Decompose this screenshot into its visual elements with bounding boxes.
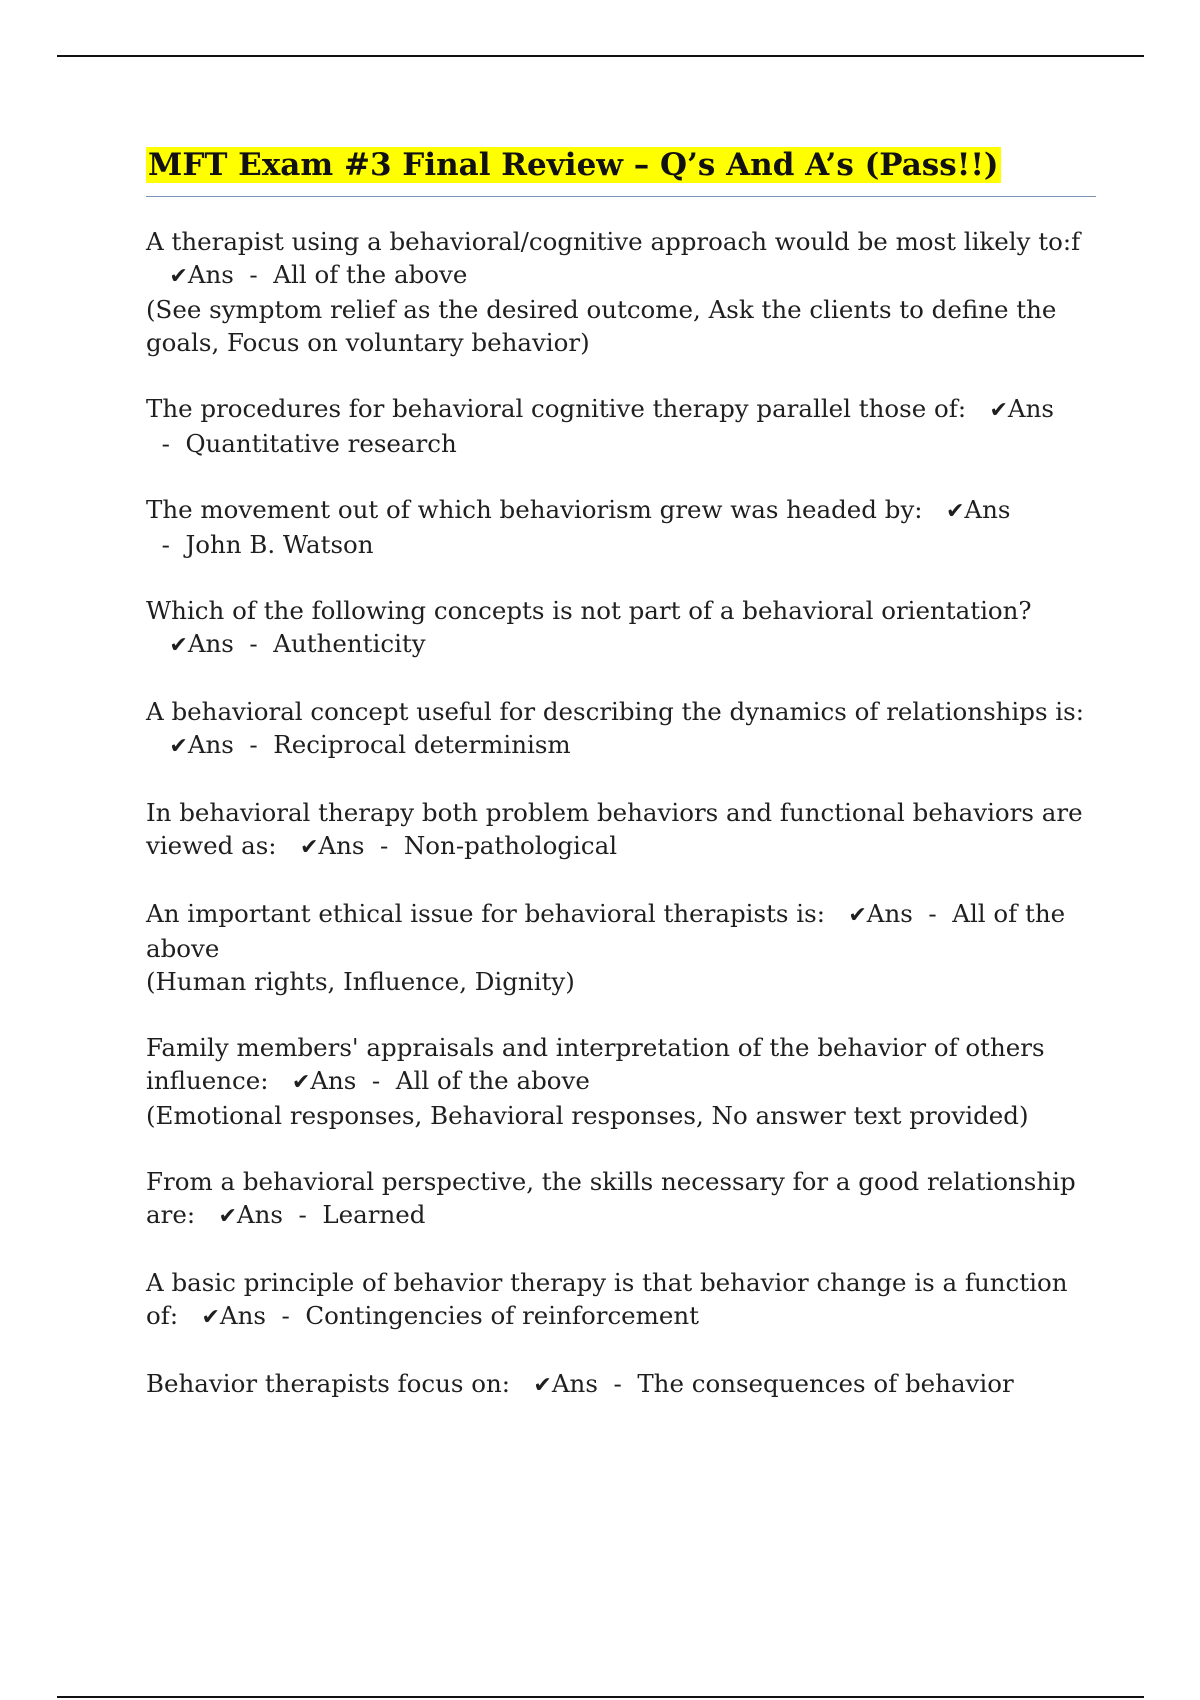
checkmark-icon: ✔ bbox=[201, 1305, 220, 1330]
question-text: A therapist using a behavioral/cognitive approach would be most likely to:f bbox=[146, 227, 1081, 256]
answer-label: Ans bbox=[219, 1301, 266, 1330]
title-block bbox=[146, 142, 1096, 197]
answer-text: Non-pathological bbox=[403, 831, 618, 860]
answer-text: Quantitative research bbox=[185, 429, 457, 458]
bottom-rule bbox=[57, 1696, 1144, 1698]
answer-label: Ans bbox=[866, 899, 913, 928]
answer-text: All of the above bbox=[273, 260, 468, 289]
question-text: A basic principle of behavior therapy is that behavior change is a function of: bbox=[146, 1268, 1068, 1330]
answer-label: Ans bbox=[187, 730, 234, 759]
answer-label: Ans bbox=[964, 495, 1011, 524]
qa-item: From a behavioral perspective, the skills necessary for a good relationship are: ✔Ans - Learned bbox=[146, 1167, 1076, 1229]
question-text: The procedures for behavioral cognitive therapy parallel those of: bbox=[146, 394, 967, 423]
qa-item: Which of the following concepts is not part of a behavioral orientation? ✔Ans - Authenticity bbox=[146, 596, 1032, 658]
qa-item: A therapist using a behavioral/cognitive approach would be most likely to:f ✔Ans - All of the above (See symptom relief as the desired outcome, Ask the clients to define the goals, Focus on voluntary behavior) bbox=[146, 227, 1081, 357]
answer-text: All of the above bbox=[395, 1066, 590, 1095]
document-title: MFT Exam #3 Final Review – Q’s And A’s (Pass!!) bbox=[148, 147, 999, 183]
question-text: Family members' appraisals and interpretation of the behavior of others influence: bbox=[146, 1033, 1045, 1095]
answer-label: Ans bbox=[236, 1200, 283, 1229]
answer-text: The consequences of behavior bbox=[637, 1369, 1014, 1398]
question-text: An important ethical issue for behavioral therapists is: bbox=[146, 899, 825, 928]
checkmark-icon: ✔ bbox=[945, 499, 965, 524]
qa-item: Family members' appraisals and interpretation of the behavior of others influence: ✔Ans - All of the above (Emotional responses, Behavioral responses, No answer text provided) bbox=[146, 1033, 1045, 1130]
answer-text: Contingencies of reinforcement bbox=[305, 1301, 700, 1330]
checkmark-icon: ✔ bbox=[533, 1373, 552, 1398]
question-text: Which of the following concepts is not part of a behavioral orientation? bbox=[146, 596, 1032, 625]
checkmark-icon: ✔ bbox=[169, 734, 188, 759]
qa-list bbox=[146, 225, 1096, 1402]
qa-item: An important ethical issue for behavioral therapists is: ✔Ans - All of the above (Human rights, Influence, Dignity) bbox=[146, 899, 1066, 996]
answer-note: (Emotional responses, Behavioral responses, No answer text provided) bbox=[146, 1101, 1029, 1130]
qa-item: In behavioral therapy both problem behaviors and functional behaviors are viewed as: ✔Ans - Non-pathological bbox=[146, 798, 1083, 860]
qa-item: A basic principle of behavior therapy is that behavior change is a function of: ✔Ans - Contingencies of reinforcement bbox=[146, 1268, 1068, 1330]
checkmark-icon: ✔ bbox=[218, 1204, 237, 1229]
question-text: The movement out of which behaviorism grew was headed by: bbox=[146, 495, 923, 524]
qa-item: Behavior therapists focus on: ✔Ans - The consequences of behavior bbox=[146, 1369, 1014, 1398]
checkmark-icon: ✔ bbox=[299, 835, 319, 860]
answer-note: (Human rights, Influence, Dignity) bbox=[146, 967, 575, 996]
top-rule bbox=[57, 55, 1144, 57]
answer-text: John B. Watson bbox=[185, 530, 374, 559]
question-text: In behavioral therapy both problem behaviors and functional behaviors are viewed as: bbox=[146, 798, 1083, 860]
answer-label: Ans bbox=[187, 260, 234, 289]
answer-text: Authenticity bbox=[273, 629, 426, 658]
qa-item: The procedures for behavioral cognitive therapy parallel those of: ✔Ans - Quantitative research bbox=[146, 394, 1054, 458]
question-text: A behavioral concept useful for describing the dynamics of relationships is: bbox=[146, 697, 1084, 726]
checkmark-icon: ✔ bbox=[291, 1070, 311, 1095]
question-text: From a behavioral perspective, the skills necessary for a good relationship are: bbox=[146, 1167, 1076, 1229]
checkmark-icon: ✔ bbox=[169, 633, 188, 658]
qa-item: A behavioral concept useful for describing the dynamics of relationships is: ✔Ans - Reciprocal determinism bbox=[146, 697, 1084, 759]
answer-label: Ans bbox=[551, 1369, 598, 1398]
answer-text: Learned bbox=[322, 1200, 426, 1229]
answer-label: Ans bbox=[187, 629, 234, 658]
answer-text: All of the above bbox=[146, 899, 1066, 963]
answer-text: Reciprocal determinism bbox=[273, 730, 571, 759]
document-body bbox=[146, 142, 1096, 1435]
answer-label: Ans bbox=[318, 831, 365, 860]
checkmark-icon: ✔ bbox=[989, 398, 1008, 423]
answer-label: Ans bbox=[1007, 394, 1054, 423]
question-text: Behavior therapists focus on: bbox=[146, 1369, 511, 1398]
qa-item: The movement out of which behaviorism grew was headed by: ✔Ans - John B. Watson bbox=[146, 495, 1011, 559]
answer-note: (See symptom relief as the desired outcome, Ask the clients to define the goals, Focus on voluntary behavior) bbox=[146, 295, 1057, 357]
checkmark-icon: ✔ bbox=[169, 264, 188, 289]
checkmark-icon: ✔ bbox=[848, 903, 867, 928]
answer-label: Ans bbox=[310, 1066, 357, 1095]
